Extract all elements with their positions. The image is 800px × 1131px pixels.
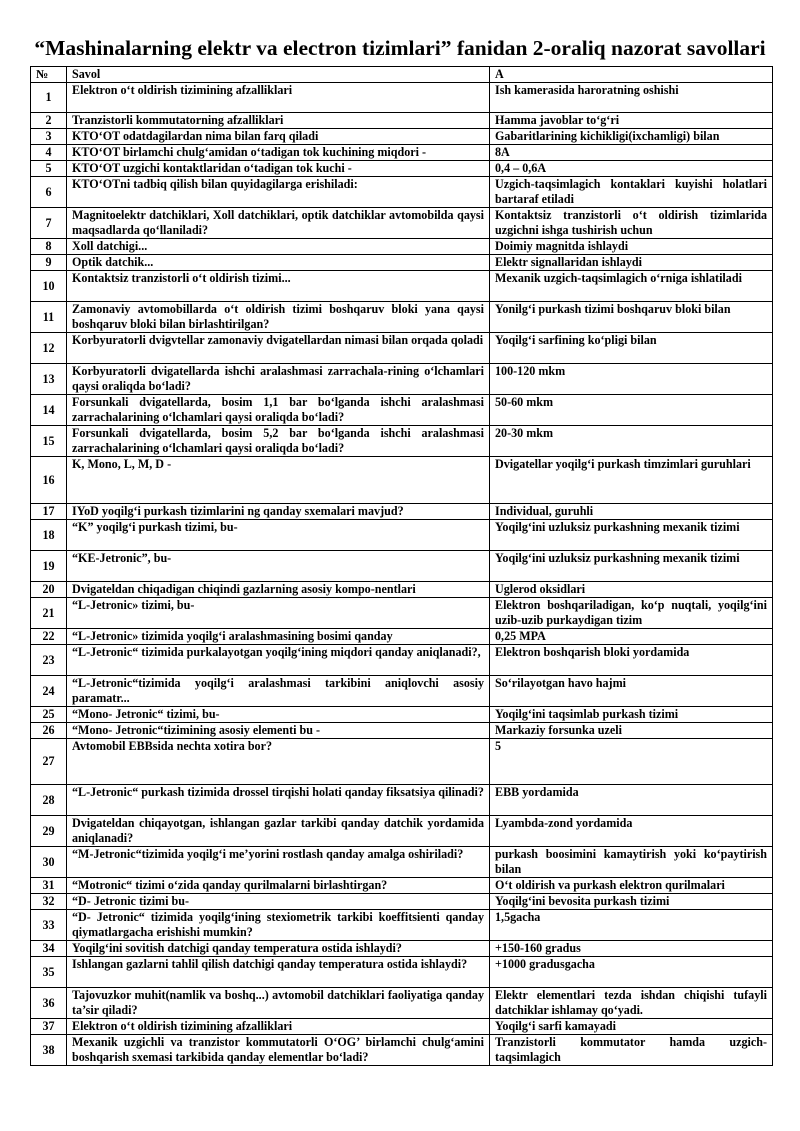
row-answer: Yoqilg‘i sarfi kamayadi — [490, 1019, 773, 1035]
row-question: Forsunkali dvigatellarda, bosim 5,2 bar bo‘lganda ishchi aralashmasi zarrachalarining o‘lchamlari qaysi oraliqda bo‘ladi? — [67, 426, 490, 457]
row-number: 30 — [31, 847, 67, 878]
row-answer: Yoqilg‘ini uzluksiz purkashning mexanik tizimi — [490, 551, 773, 582]
row-number: 23 — [31, 645, 67, 676]
row-number: 12 — [31, 333, 67, 364]
table-row — [31, 426, 773, 457]
row-answer: 20-30 mkm — [490, 426, 773, 457]
row-number: 5 — [31, 161, 67, 177]
row-question: “D- Jetronic“ tizimida yoqilg‘ining stexiometrik tarkibi koeffitsienti qanday qiymatlargacha erishishi mumkin? — [67, 910, 490, 941]
row-question: KTO‘OT uzgichi kontaktlaridan o‘tadigan tok kuchi - — [67, 161, 490, 177]
row-answer: 0,4 – 0,6A — [490, 161, 773, 177]
row-answer: EBB yordamida — [490, 785, 773, 816]
row-number: 9 — [31, 255, 67, 271]
row-answer: Gabaritlarining kichikligi(ixchamligi) bilan — [490, 129, 773, 145]
row-question: “L-Jetronic» tizimida yoqilg‘i aralashmasining bosimi qanday — [67, 629, 490, 645]
row-question: “L-Jetronic“tizimida yoqilg‘i aralashmasi tarkibini aniqlovchi asosiy paramatr... — [67, 676, 490, 707]
questions-table — [30, 66, 773, 1066]
table-row — [31, 239, 773, 255]
row-question: Optik datchik... — [67, 255, 490, 271]
row-answer: O‘t oldirish va purkash elektron qurilmalari — [490, 878, 773, 894]
row-number: 15 — [31, 426, 67, 457]
row-number: 37 — [31, 1019, 67, 1035]
row-answer: 8A — [490, 145, 773, 161]
row-answer: Yoqilg‘ini bevosita purkash tizimi — [490, 894, 773, 910]
row-answer: Ish kamerasida haroratning oshishi — [490, 83, 773, 113]
table-row — [31, 271, 773, 302]
table-row — [31, 816, 773, 847]
row-question: Dvigateldan chiqadigan chiqindi gazlarning asosiy kompo-nentlari — [67, 582, 490, 598]
row-question: K, Mono, L, M, D - — [67, 457, 490, 504]
row-number: 38 — [31, 1035, 67, 1066]
row-number: 36 — [31, 988, 67, 1019]
page-title: “Mashinalarning elektr va electron tizimlari” fanidan 2-oraliq nazorat savollari — [34, 36, 766, 60]
row-answer: Yoqilg‘ini taqsimlab purkash tizimi — [490, 707, 773, 723]
table-row — [31, 177, 773, 208]
row-question: Zamonaviy avtomobillarda o‘t oldirish tizimi boshqaruv bloki yana qaysi boshqaruv bloki bilan birlashtirilgan? — [67, 302, 490, 333]
row-question: Ishlangan gazlarni tahlil qilish datchigi qanday temperatura ostida ishlaydi? — [67, 957, 490, 988]
row-question: Korbyuratorli dvigvtellar zamonaviy dvigatellardan nimasi bilan orqada qoladi — [67, 333, 490, 364]
row-answer: Dvigatellar yoqilg‘i purkash timzimlari guruhlari — [490, 457, 773, 504]
table-row — [31, 676, 773, 707]
row-question: Elektron o‘t oldirish tizimining afzalliklari — [67, 83, 490, 113]
row-answer: Mexanik uzgich-taqsimlagich o‘rniga ishlatiladi — [490, 271, 773, 302]
row-number: 27 — [31, 739, 67, 785]
row-number: 10 — [31, 271, 67, 302]
row-question: IYoD yoqilg‘i purkash tizimlarini ng qanday sxemalari mavjud? — [67, 504, 490, 520]
table-row — [31, 707, 773, 723]
row-number: 18 — [31, 520, 67, 551]
header-question: Savol — [67, 67, 490, 83]
row-answer: +1000 gradusgacha — [490, 957, 773, 988]
header-number: № — [31, 67, 67, 83]
row-question: Dvigateldan chiqayotgan, ishlangan gazlar tarkibi qanday datchik yordamida aniqlanadi? — [67, 816, 490, 847]
table-row — [31, 113, 773, 129]
table-row — [31, 598, 773, 629]
row-question: Xoll datchigi... — [67, 239, 490, 255]
table-row — [31, 894, 773, 910]
row-number: 7 — [31, 208, 67, 239]
row-answer: Kontaktsiz tranzistorli o‘t oldirish tizimlarida uzgichni ishga tushirish uchun — [490, 208, 773, 239]
row-answer: Individual, guruhli — [490, 504, 773, 520]
table-row — [31, 520, 773, 551]
row-question: Tajovuzkor muhit(namlik va boshq...) avtomobil datchiklari faoliyatiga qanday ta’sir qiladi? — [67, 988, 490, 1019]
row-number: 34 — [31, 941, 67, 957]
row-question: Tranzistorli kommutatorning afzalliklari — [67, 113, 490, 129]
row-answer: Yoqilg‘i sarfining ko‘pligi bilan — [490, 333, 773, 364]
row-question: Elektron o‘t oldirish tizimining afzalliklari — [67, 1019, 490, 1035]
table-row — [31, 847, 773, 878]
table-row — [31, 145, 773, 161]
row-number: 3 — [31, 129, 67, 145]
table-row — [31, 302, 773, 333]
table-row — [31, 83, 773, 113]
row-question: “L-Jetronic» tizimi, bu- — [67, 598, 490, 629]
row-question: “L-Jetronic“ tizimida purkalayotgan yoqilg‘ining miqdori qanday aniqlanadi?, — [67, 645, 490, 676]
table-row — [31, 878, 773, 894]
table-row — [31, 785, 773, 816]
row-number: 33 — [31, 910, 67, 941]
row-question: “KE-Jetronic”, bu- — [67, 551, 490, 582]
table-row — [31, 504, 773, 520]
row-answer: Elektron boshqarish bloki yordamida — [490, 645, 773, 676]
row-number: 14 — [31, 395, 67, 426]
row-number: 22 — [31, 629, 67, 645]
row-answer: 100-120 mkm — [490, 364, 773, 395]
row-question: “Mono- Jetronic“tizimining asosiy elementi bu - — [67, 723, 490, 739]
row-number: 35 — [31, 957, 67, 988]
row-answer: Hamma javoblar to‘g‘ri — [490, 113, 773, 129]
row-answer: Elektron boshqariladigan, ko‘p nuqtali, yoqilg‘ini uzib-uzib purkaydigan tizim — [490, 598, 773, 629]
table-row — [31, 941, 773, 957]
row-answer: Uzgich-taqsimlagich kontaklari kuyishi holatlari bartaraf etiladi — [490, 177, 773, 208]
row-number: 24 — [31, 676, 67, 707]
table-row — [31, 739, 773, 785]
table-row — [31, 988, 773, 1019]
table-row — [31, 129, 773, 145]
table-row — [31, 1019, 773, 1035]
row-answer: So‘rilayotgan havo hajmi — [490, 676, 773, 707]
row-answer: Uglerod oksidlari — [490, 582, 773, 598]
row-number: 6 — [31, 177, 67, 208]
row-answer: Markaziy forsunka uzeli — [490, 723, 773, 739]
row-question: Kontaktsiz tranzistorli o‘t oldirish tizimi... — [67, 271, 490, 302]
row-question: Forsunkali dvigatellarda, bosim 1,1 bar bo‘lganda ishchi aralashmasi zarrachalarining o‘lchamlari qaysi oraliqda bo‘ladi? — [67, 395, 490, 426]
table-row — [31, 208, 773, 239]
row-question: Magnitoelektr datchiklari, Xoll datchiklari, optik datchiklar avtomobilda qaysi maqsadlarda qo‘llaniladi? — [67, 208, 490, 239]
row-number: 1 — [31, 83, 67, 113]
row-question: “M-Jetronic“tizimida yoqilg‘i me’yorini rostlash qanday amalga oshiriladi? — [67, 847, 490, 878]
row-answer: 5 — [490, 739, 773, 785]
table-row — [31, 255, 773, 271]
table-row — [31, 333, 773, 364]
row-number: 32 — [31, 894, 67, 910]
table-row — [31, 645, 773, 676]
row-question: “Motronic“ tizimi o‘zida qanday qurilmalarni birlashtirgan? — [67, 878, 490, 894]
row-answer: Elektr elementlari tezda ishdan chiqishi tufayli datchiklar ishlamay qo‘yadi. — [490, 988, 773, 1019]
row-question: “D- Jetronic tizimi bu- — [67, 894, 490, 910]
table-row — [31, 161, 773, 177]
table-row — [31, 957, 773, 988]
table-row — [31, 910, 773, 941]
table-row — [31, 629, 773, 645]
row-number: 31 — [31, 878, 67, 894]
header-answer: A — [490, 67, 773, 83]
row-number: 8 — [31, 239, 67, 255]
row-answer: Yonilg‘i purkash tizimi boshqaruv bloki bilan — [490, 302, 773, 333]
row-answer: Doimiy magnitda ishlaydi — [490, 239, 773, 255]
row-answer: Lyambda-zond yordamida — [490, 816, 773, 847]
table-row — [31, 551, 773, 582]
table-row — [31, 395, 773, 426]
row-question: KTO‘OT birlamchi chulg‘amidan o‘tadigan tok kuchining miqdori - — [67, 145, 490, 161]
row-answer: 0,25 MPA — [490, 629, 773, 645]
row-question: “Mono- Jetronic“ tizimi, bu- — [67, 707, 490, 723]
row-question: KTO‘OTni tadbiq qilish bilan quyidagilarga erishiladi: — [67, 177, 490, 208]
row-number: 4 — [31, 145, 67, 161]
row-answer: Tranzistorli kommutator hamda uzgich-taqsimlagich — [490, 1035, 773, 1066]
row-answer: purkash boosimini kamaytirish yoki ko‘paytirish bilan — [490, 847, 773, 878]
table-row — [31, 457, 773, 504]
row-question: Yoqilg‘ini sovitish datchigi qanday temperatura ostida ishlaydi? — [67, 941, 490, 957]
row-number: 17 — [31, 504, 67, 520]
row-number: 26 — [31, 723, 67, 739]
row-answer: Yoqilg‘ini uzluksiz purkashning mexanik tizimi — [490, 520, 773, 551]
row-number: 25 — [31, 707, 67, 723]
row-answer: 1,5gacha — [490, 910, 773, 941]
table-header-row — [31, 67, 773, 83]
row-question: KTO‘OT odatdagilardan nima bilan farq qiladi — [67, 129, 490, 145]
row-answer: +150-160 gradus — [490, 941, 773, 957]
table-row — [31, 364, 773, 395]
row-number: 19 — [31, 551, 67, 582]
row-number: 2 — [31, 113, 67, 129]
row-number: 28 — [31, 785, 67, 816]
row-number: 16 — [31, 457, 67, 504]
table-body — [31, 83, 773, 1066]
table-row — [31, 1035, 773, 1066]
row-number: 20 — [31, 582, 67, 598]
row-question: Avtomobil EBBsida nechta xotira bor? — [67, 739, 490, 785]
row-answer: Elektr signallaridan ishlaydi — [490, 255, 773, 271]
row-question: Korbyuratorli dvigatellarda ishchi aralashmasi zarrachala-rining o‘lchamlari qaysi oraliqda bo‘ladi? — [67, 364, 490, 395]
row-question: “K” yoqilg‘i purkash tizimi, bu- — [67, 520, 490, 551]
row-number: 13 — [31, 364, 67, 395]
row-question: Mexanik uzgichli va tranzistor kommutatorli O‘OG’ birlamchi chulg‘amini boshqarish sxemasi tarkibida qanday elementlar bo‘ladi? — [67, 1035, 490, 1066]
row-question: “L-Jetronic“ purkash tizimida drossel tirqishi holati qanday fiksatsiya qilinadi? — [67, 785, 490, 816]
row-number: 29 — [31, 816, 67, 847]
table-row — [31, 582, 773, 598]
table-row — [31, 723, 773, 739]
row-answer: 50-60 mkm — [490, 395, 773, 426]
row-number: 11 — [31, 302, 67, 333]
row-number: 21 — [31, 598, 67, 629]
